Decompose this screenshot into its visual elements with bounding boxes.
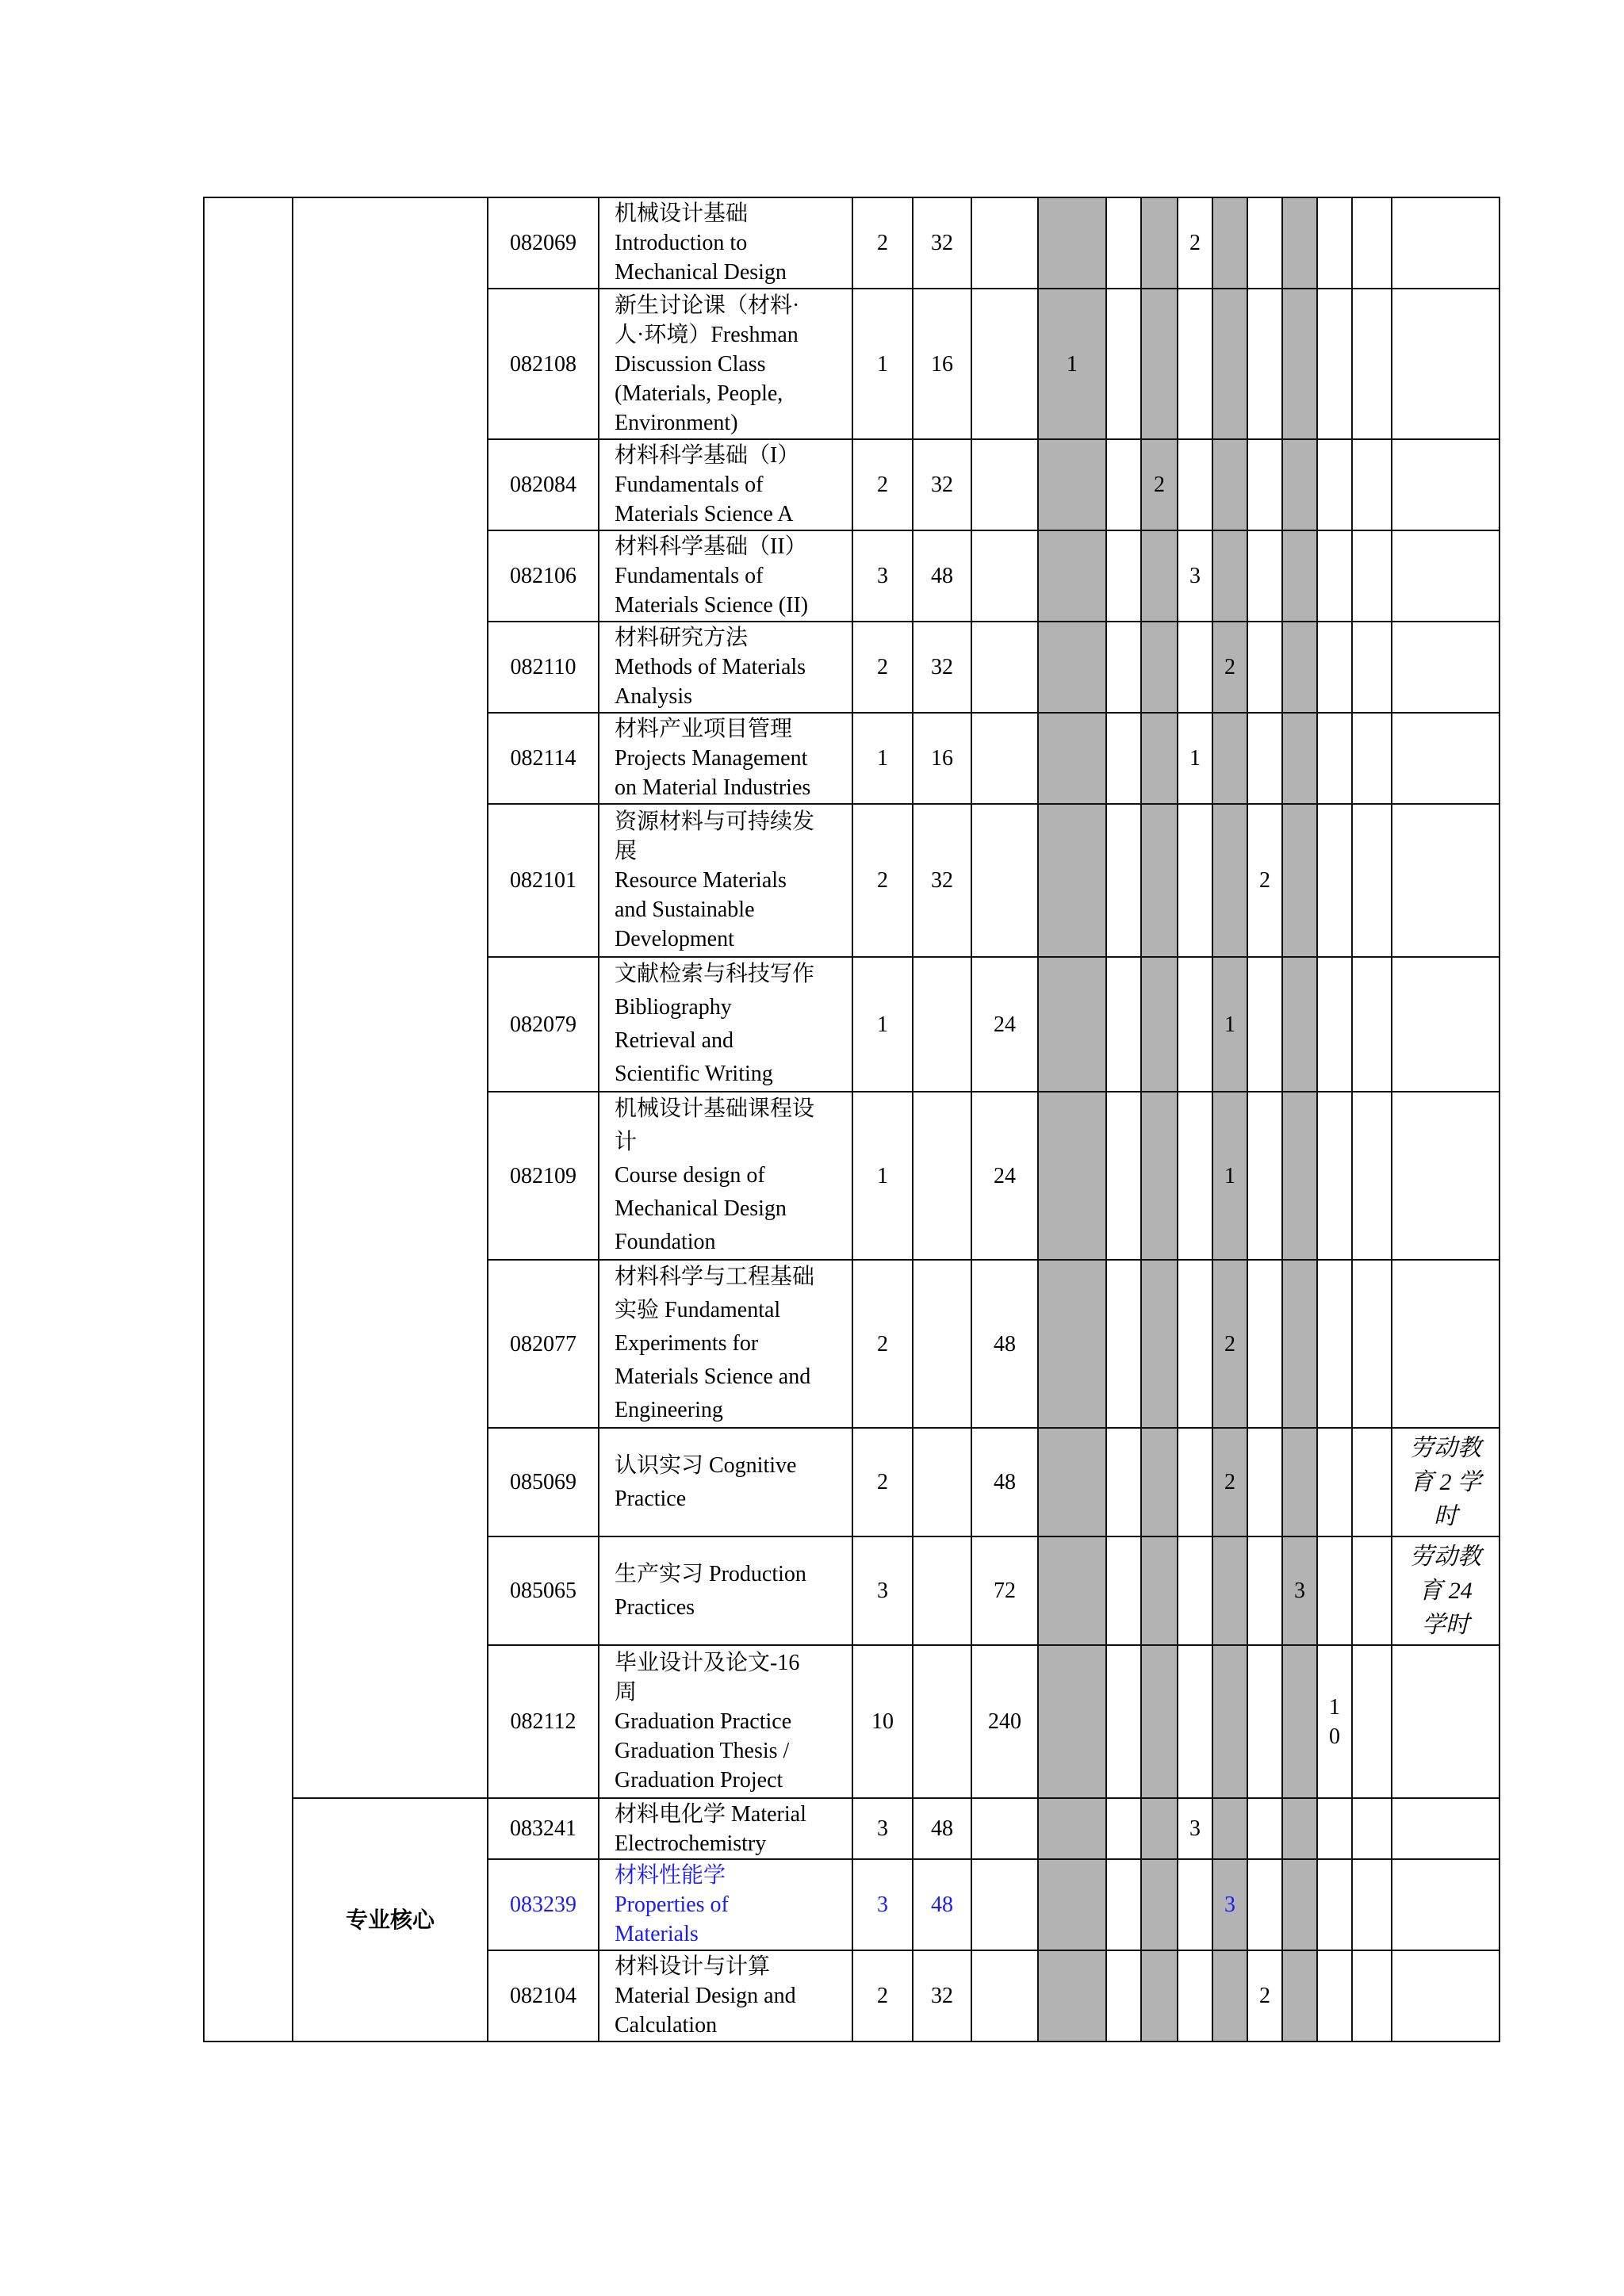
course-name: 机械设计基础 Introduction to Mechanical Design	[599, 197, 852, 289]
remarks	[1392, 1092, 1500, 1260]
semester-4	[1178, 1092, 1212, 1260]
semester-2	[1106, 530, 1141, 622]
semester-4: 3	[1178, 530, 1212, 622]
semester-9	[1352, 1859, 1392, 1950]
remarks	[1392, 1798, 1500, 1859]
semester-9	[1352, 622, 1392, 713]
remarks: 劳动教 育 24 学时	[1392, 1536, 1500, 1645]
semester-7	[1282, 1428, 1317, 1536]
semester-3	[1141, 957, 1178, 1092]
credits: 2	[852, 439, 913, 530]
semester-1	[1038, 1260, 1106, 1428]
semester-7	[1282, 622, 1317, 713]
semester-1	[1038, 439, 1106, 530]
course-code: 083239	[488, 1859, 599, 1950]
semester-9	[1352, 713, 1392, 804]
lecture-hours	[913, 1092, 971, 1260]
semester-8	[1317, 197, 1352, 289]
course-code: 082079	[488, 957, 599, 1092]
practice-hours: 48	[971, 1428, 1038, 1536]
subcategory-cell	[293, 197, 488, 1798]
remarks	[1392, 957, 1500, 1092]
course-name: 机械设计基础课程设 计 Course design of Mechanical Design Foundation	[599, 1092, 852, 1260]
semester-2	[1106, 622, 1141, 713]
credits: 2	[852, 622, 913, 713]
semester-5	[1212, 1645, 1247, 1798]
semester-1	[1038, 1428, 1106, 1536]
semester-9	[1352, 1260, 1392, 1428]
practice-hours	[971, 439, 1038, 530]
semester-1	[1038, 622, 1106, 713]
semester-8	[1317, 713, 1352, 804]
lecture-hours: 32	[913, 439, 971, 530]
practice-hours	[971, 804, 1038, 957]
semester-6	[1247, 439, 1282, 530]
semester-9	[1352, 957, 1392, 1092]
course-name: 材料科学基础（I） Fundamentals of Materials Science A	[599, 439, 852, 530]
semester-4	[1178, 622, 1212, 713]
semester-9	[1352, 1428, 1392, 1536]
credits: 2	[852, 1950, 913, 2042]
remarks	[1392, 530, 1500, 622]
practice-hours	[971, 289, 1038, 439]
lecture-hours: 32	[913, 1950, 971, 2042]
semester-4	[1178, 289, 1212, 439]
remarks	[1392, 1950, 1500, 2042]
semester-7	[1282, 197, 1317, 289]
semester-3	[1141, 1092, 1178, 1260]
curriculum-table	[203, 197, 1500, 2042]
semester-5: 1	[1212, 957, 1247, 1092]
semester-9	[1352, 1798, 1392, 1859]
semester-1	[1038, 1798, 1106, 1859]
semester-3	[1141, 1950, 1178, 2042]
semester-2	[1106, 1092, 1141, 1260]
semester-6	[1247, 530, 1282, 622]
course-name: 资源材料与可持续发 展 Resource Materials and Sustainable Development	[599, 804, 852, 957]
semester-5	[1212, 804, 1247, 957]
practice-hours	[971, 197, 1038, 289]
semester-4	[1178, 439, 1212, 530]
semester-7	[1282, 1645, 1317, 1798]
semester-1	[1038, 1092, 1106, 1260]
semester-6	[1247, 713, 1282, 804]
semester-9	[1352, 1645, 1392, 1798]
semester-4	[1178, 1260, 1212, 1428]
semester-3	[1141, 622, 1178, 713]
lecture-hours	[913, 1428, 971, 1536]
semester-3	[1141, 289, 1178, 439]
course-name: 新生讨论课（材料· 人·环境）Freshman Discussion Class (Materials, People, Environment)	[599, 289, 852, 439]
lecture-hours: 32	[913, 622, 971, 713]
semester-4	[1178, 1428, 1212, 1536]
semester-2	[1106, 1428, 1141, 1536]
semester-5	[1212, 197, 1247, 289]
semester-5	[1212, 713, 1247, 804]
semester-9	[1352, 1536, 1392, 1645]
semester-8	[1317, 530, 1352, 622]
semester-6	[1247, 197, 1282, 289]
practice-hours: 240	[971, 1645, 1038, 1798]
course-name: 材料科学与工程基础 实验 Fundamental Experiments for Materials Science and Engineering	[599, 1260, 852, 1428]
course-name: 材料产业项目管理 Projects Management on Material Industries	[599, 713, 852, 804]
semester-6	[1247, 1536, 1282, 1645]
practice-hours	[971, 622, 1038, 713]
practice-hours	[971, 713, 1038, 804]
practice-hours: 24	[971, 1092, 1038, 1260]
lecture-hours: 48	[913, 530, 971, 622]
credits: 3	[852, 530, 913, 622]
semester-7	[1282, 289, 1317, 439]
semester-1	[1038, 804, 1106, 957]
semester-3	[1141, 1645, 1178, 1798]
course-code: 082077	[488, 1260, 599, 1428]
credits: 2	[852, 1428, 913, 1536]
semester-8	[1317, 804, 1352, 957]
semester-2	[1106, 1645, 1141, 1798]
practice-hours: 48	[971, 1260, 1038, 1428]
semester-5	[1212, 439, 1247, 530]
course-code: 085065	[488, 1536, 599, 1645]
semester-2	[1106, 713, 1141, 804]
course-code: 082109	[488, 1092, 599, 1260]
semester-4: 1	[1178, 713, 1212, 804]
semester-5	[1212, 1950, 1247, 2042]
semester-5: 2	[1212, 1428, 1247, 1536]
semester-7	[1282, 1950, 1317, 2042]
semester-6	[1247, 622, 1282, 713]
semester-7	[1282, 713, 1317, 804]
semester-2	[1106, 1260, 1141, 1428]
semester-4	[1178, 1536, 1212, 1645]
lecture-hours: 48	[913, 1798, 971, 1859]
semester-6: 2	[1247, 804, 1282, 957]
semester-5	[1212, 1798, 1247, 1859]
semester-3	[1141, 1798, 1178, 1859]
semester-2	[1106, 957, 1141, 1092]
course-name: 生产实习 Production Practices	[599, 1536, 852, 1645]
course-code: 085069	[488, 1428, 599, 1536]
remarks	[1392, 713, 1500, 804]
course-name: 文献检索与科技写作 Bibliography Retrieval and Scientific Writing	[599, 957, 852, 1092]
semester-9	[1352, 804, 1392, 957]
credits: 1	[852, 289, 913, 439]
remarks	[1392, 197, 1500, 289]
semester-8	[1317, 1798, 1352, 1859]
semester-3	[1141, 197, 1178, 289]
semester-3	[1141, 1428, 1178, 1536]
semester-7	[1282, 530, 1317, 622]
remarks: 劳动教 育 2 学 时	[1392, 1428, 1500, 1536]
course-name: 认识实习 Cognitive Practice	[599, 1428, 852, 1536]
semester-6	[1247, 1859, 1282, 1950]
semester-6: 2	[1247, 1950, 1282, 2042]
semester-1	[1038, 530, 1106, 622]
semester-7	[1282, 1859, 1317, 1950]
remarks	[1392, 804, 1500, 957]
semester-2	[1106, 1950, 1141, 2042]
semester-8	[1317, 439, 1352, 530]
semester-9	[1352, 1092, 1392, 1260]
semester-8	[1317, 1536, 1352, 1645]
credits: 3	[852, 1536, 913, 1645]
semester-4	[1178, 957, 1212, 1092]
semester-7	[1282, 439, 1317, 530]
semester-2	[1106, 197, 1141, 289]
remarks	[1392, 622, 1500, 713]
semester-9	[1352, 289, 1392, 439]
course-name: 材料设计与计算 Material Design and Calculation	[599, 1950, 852, 2042]
table-row	[204, 197, 1500, 289]
course-code: 082112	[488, 1645, 599, 1798]
remarks	[1392, 439, 1500, 530]
semester-3: 2	[1141, 439, 1178, 530]
semester-3	[1141, 530, 1178, 622]
practice-hours	[971, 1798, 1038, 1859]
table-row	[204, 1798, 1500, 1859]
semester-4	[1178, 1859, 1212, 1950]
practice-hours	[971, 1950, 1038, 2042]
semester-6	[1247, 1260, 1282, 1428]
semester-4	[1178, 804, 1212, 957]
credits: 3	[852, 1859, 913, 1950]
semester-6	[1247, 1798, 1282, 1859]
lecture-hours: 16	[913, 713, 971, 804]
practice-hours: 72	[971, 1536, 1038, 1645]
semester-4	[1178, 1950, 1212, 2042]
course-code: 082114	[488, 713, 599, 804]
semester-3	[1141, 1859, 1178, 1950]
remarks	[1392, 1859, 1500, 1950]
semester-5	[1212, 1536, 1247, 1645]
semester-2	[1106, 804, 1141, 957]
semester-1	[1038, 713, 1106, 804]
lecture-hours	[913, 1645, 971, 1798]
semester-8	[1317, 1260, 1352, 1428]
semester-2	[1106, 289, 1141, 439]
semester-3	[1141, 1260, 1178, 1428]
semester-8	[1317, 622, 1352, 713]
semester-9	[1352, 530, 1392, 622]
semester-5	[1212, 289, 1247, 439]
lecture-hours: 32	[913, 197, 971, 289]
semester-2	[1106, 1859, 1141, 1950]
course-code: 082084	[488, 439, 599, 530]
lecture-hours	[913, 1536, 971, 1645]
semester-6	[1247, 1092, 1282, 1260]
course-code: 083241	[488, 1798, 599, 1859]
lecture-hours	[913, 957, 971, 1092]
semester-5	[1212, 530, 1247, 622]
lecture-hours: 16	[913, 289, 971, 439]
semester-8	[1317, 1859, 1352, 1950]
course-name: 材料科学基础（II） Fundamentals of Materials Science (II)	[599, 530, 852, 622]
course-code: 082104	[488, 1950, 599, 2042]
semester-8: 1 0	[1317, 1645, 1352, 1798]
semester-8	[1317, 1092, 1352, 1260]
lecture-hours: 32	[913, 804, 971, 957]
category-cell	[204, 197, 293, 2042]
credits: 2	[852, 1260, 913, 1428]
semester-2	[1106, 1536, 1141, 1645]
semester-8	[1317, 1950, 1352, 2042]
remarks	[1392, 1645, 1500, 1798]
credits: 10	[852, 1645, 913, 1798]
remarks	[1392, 1260, 1500, 1428]
semester-9	[1352, 197, 1392, 289]
semester-1	[1038, 1645, 1106, 1798]
semester-7: 3	[1282, 1536, 1317, 1645]
course-name: 材料研究方法 Methods of Materials Analysis	[599, 622, 852, 713]
semester-1	[1038, 1536, 1106, 1645]
course-name: 毕业设计及论文-16 周 Graduation Practice Graduation Thesis / Graduation Project	[599, 1645, 852, 1798]
course-code: 082110	[488, 622, 599, 713]
semester-4: 3	[1178, 1798, 1212, 1859]
practice-hours: 24	[971, 957, 1038, 1092]
semester-8	[1317, 289, 1352, 439]
semester-7	[1282, 1092, 1317, 1260]
semester-7	[1282, 1798, 1317, 1859]
semester-3	[1141, 804, 1178, 957]
semester-2	[1106, 439, 1141, 530]
semester-1	[1038, 957, 1106, 1092]
course-code: 082101	[488, 804, 599, 957]
semester-3	[1141, 1536, 1178, 1645]
credits: 3	[852, 1798, 913, 1859]
course-code: 082069	[488, 197, 599, 289]
semester-1	[1038, 197, 1106, 289]
lecture-hours: 48	[913, 1859, 971, 1950]
semester-6	[1247, 957, 1282, 1092]
semester-4	[1178, 1645, 1212, 1798]
credits: 2	[852, 197, 913, 289]
semester-6	[1247, 1645, 1282, 1798]
semester-5: 2	[1212, 622, 1247, 713]
semester-6	[1247, 1428, 1282, 1536]
semester-1	[1038, 1859, 1106, 1950]
semester-8	[1317, 1428, 1352, 1536]
credits: 1	[852, 1092, 913, 1260]
course-name: 材料性能学 Properties of Materials	[599, 1859, 852, 1950]
semester-3	[1141, 713, 1178, 804]
semester-2	[1106, 1798, 1141, 1859]
semester-1	[1038, 1950, 1106, 2042]
remarks	[1392, 289, 1500, 439]
practice-hours	[971, 530, 1038, 622]
semester-6	[1247, 289, 1282, 439]
semester-5: 3	[1212, 1859, 1247, 1950]
practice-hours	[971, 1859, 1038, 1950]
credits: 1	[852, 713, 913, 804]
semester-1: 1	[1038, 289, 1106, 439]
semester-8	[1317, 957, 1352, 1092]
lecture-hours	[913, 1260, 971, 1428]
semester-7	[1282, 1260, 1317, 1428]
credits: 2	[852, 804, 913, 957]
course-code: 082108	[488, 289, 599, 439]
semester-7	[1282, 957, 1317, 1092]
semester-5: 1	[1212, 1092, 1247, 1260]
course-code: 082106	[488, 530, 599, 622]
semester-7	[1282, 804, 1317, 957]
semester-4: 2	[1178, 197, 1212, 289]
semester-9	[1352, 439, 1392, 530]
semester-9	[1352, 1950, 1392, 2042]
credits: 1	[852, 957, 913, 1092]
semester-5: 2	[1212, 1260, 1247, 1428]
course-name: 材料电化学 Material Electrochemistry	[599, 1798, 852, 1859]
section-label: 专业核心	[293, 1798, 488, 2042]
